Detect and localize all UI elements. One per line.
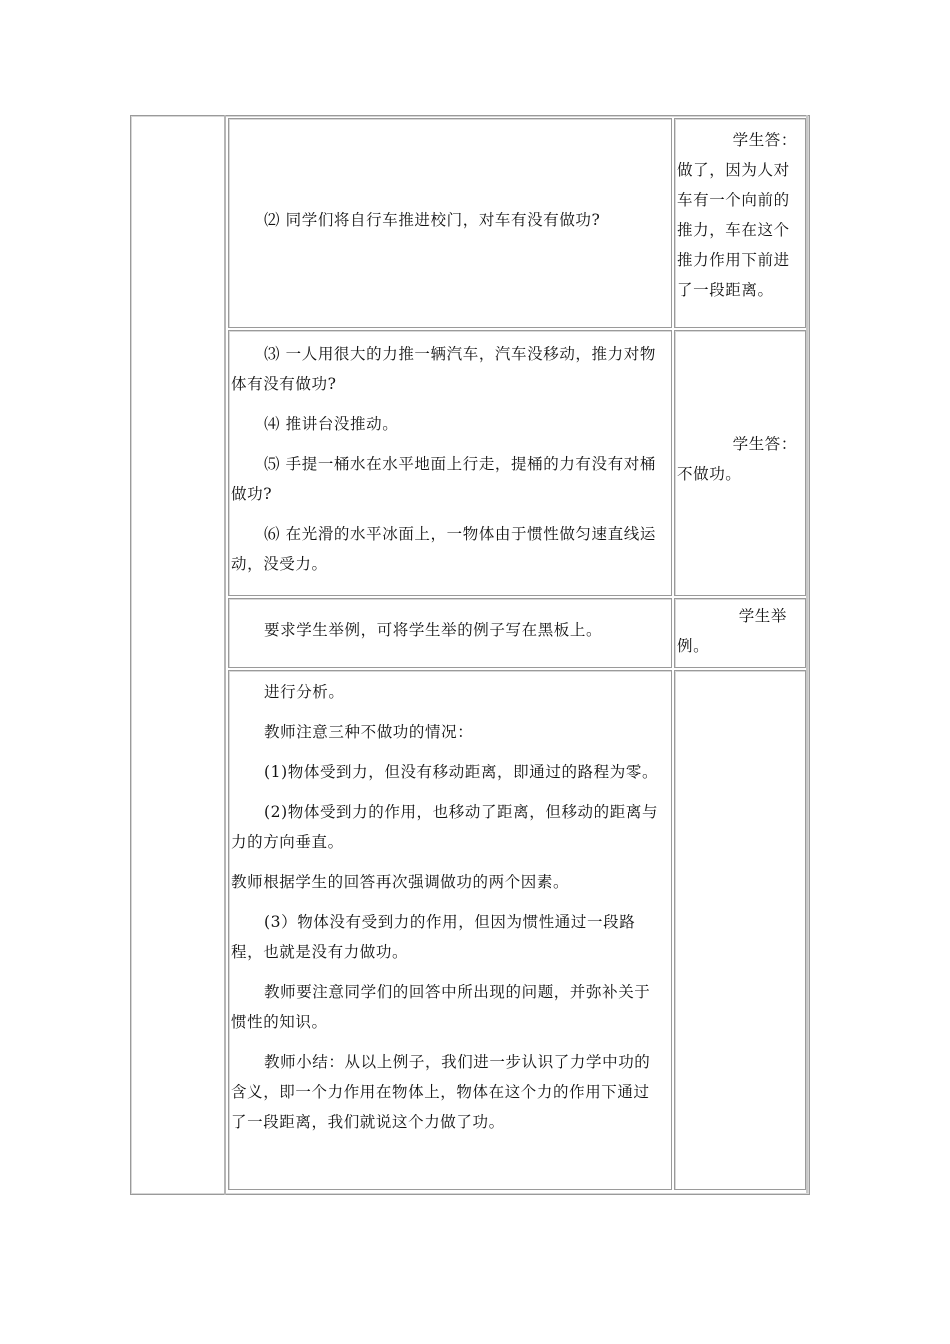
teacher-summary: 教师小结：从以上例子，我们进一步认识了力学中功的含义，即一个力作用在物体上，物体在这个力的作用下通过了一段距离，我们就说这个力做了功。 <box>231 1053 651 1131</box>
row4-analysis-cell <box>228 670 672 1190</box>
student-answer-text: 不做功。 <box>677 465 742 483</box>
row1-activity-cell <box>228 118 672 328</box>
student-answer-label: 学生答： <box>732 435 797 453</box>
question-5: ⑸ 手提一桶水在水平地面上行走，提桶的力有没有对桶做功? <box>231 455 656 503</box>
student-example-text: 例。 <box>677 637 710 655</box>
case-1: (1)物体受到力，但没有移动距离，即通过的路程为零。 <box>264 763 659 781</box>
student-answer-label: 学生答： <box>732 131 797 149</box>
question-4: ⑷ 推讲台没推动。 <box>264 415 399 433</box>
table-right-edge <box>806 115 808 1193</box>
question-6: ⑹ 在光滑的水平冰面上，一物体由于惯性做匀速直线运动，没受力。 <box>231 525 656 573</box>
row2-student-cell <box>674 330 806 596</box>
student-answer-text: 做了，因为人对车有一个向前的推力，车在这个推力作用下前进了一段距离。 <box>677 161 790 299</box>
row4-student-cell <box>674 670 806 1190</box>
example-instruction: 要求学生举例，可将学生举的例子写在黑板上。 <box>264 621 603 639</box>
question-2: ⑵ 同学们将自行车推进校门，对车有没有做功? <box>264 211 601 229</box>
case-2: (2)物体受到力的作用，也移动了距离，但移动的距离与力的方向垂直。 <box>231 803 659 851</box>
question-3: ⑶ 一人用很大的力推一辆汽车，汽车没移动，推力对物体有没有做功? <box>231 345 656 393</box>
emphasis-note: 教师根据学生的回答再次强调做功的两个因素。 <box>231 873 570 891</box>
analysis-intro: 进行分析。 <box>264 683 345 701</box>
row3-student-cell <box>674 598 806 668</box>
student-example-label: 学生举 <box>738 607 787 625</box>
case-3: (3）物体没有受到力的作用，但因为惯性通过一段路程，也就是没有力做功。 <box>231 913 636 961</box>
analysis-note: 教师注意三种不做功的情况： <box>264 723 474 741</box>
inertia-note: 教师要注意同学们的回答中所出现的问题，并弥补关于惯性的知识。 <box>231 983 651 1031</box>
left-column-cell <box>130 115 226 1195</box>
row3-activity-cell <box>228 598 672 668</box>
row1-student-cell <box>674 118 806 328</box>
row2-activity-cell <box>228 330 672 596</box>
